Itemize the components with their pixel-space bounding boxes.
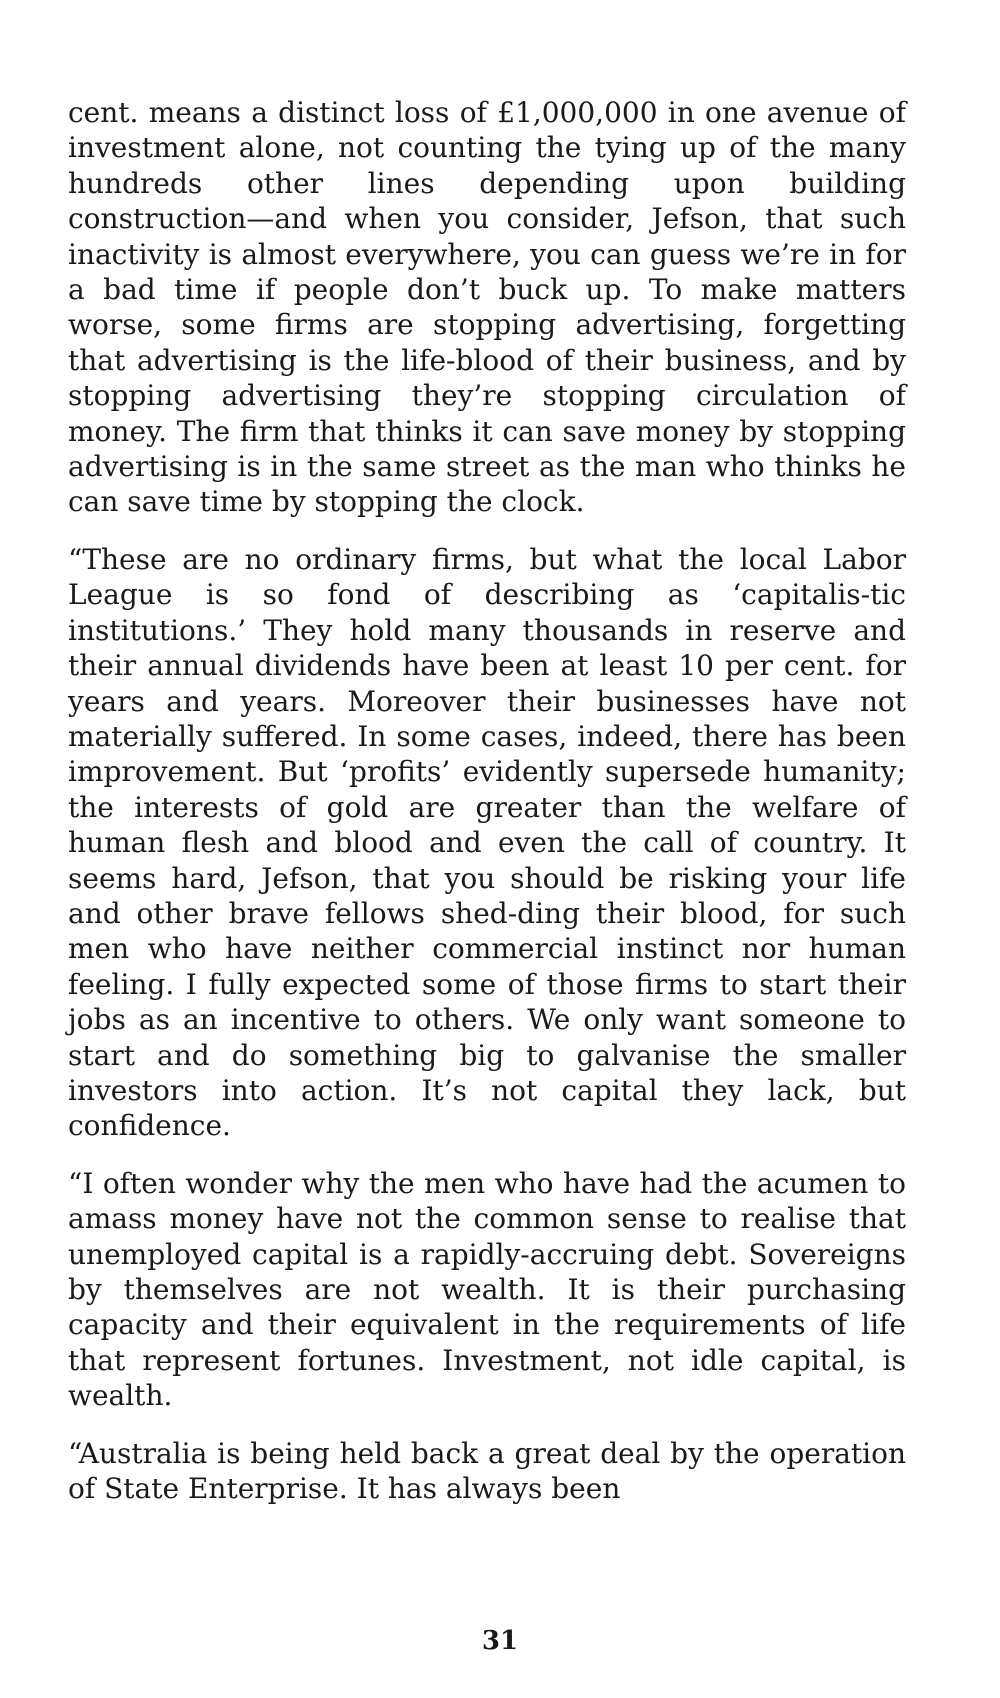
paragraph-4: “Australia is being held back a great deal by the operation of State Enterprise. It has always been bbox=[68, 1436, 906, 1506]
paragraph-1: cent. means a distinct loss of £1,000,000 in one avenue of investment alone, not counting the tying up of the many hundreds other lines depending upon building construction—and when you consider, Jefson, that such inactivity is almost everywhere, you can guess we’re in for a bad time if people don’t buck up. To make matters worse, some firms are stopping advertising, forgetting that advertising is the life-blood of their business, and by stopping advertising they’re stopping circulation of money. The firm that thinks it can save money by stopping advertising is in the same street as the man who thinks he can save time by stopping the clock. bbox=[68, 96, 906, 519]
paragraph-2: “These are no ordinary firms, but what the local Labor League is so fond of describing as ‘capitalis-tic institutions.’ They hold many thousands in reserve and their annual dividends have been at least 10 per cent. for years and years. Moreover their businesses have not materially suffered. In some cases, indeed, there has been improvement. But ‘profits’ evidently supersede humanity; the interests of gold are greater than the welfare of human flesh and blood and even the call of country. It seems hard, Jefson, that you should be risking your life and other brave fellows shed-ding their blood, for such men who have neither commercial instinct nor human feeling. I fully expected some of those firms to start their jobs as an incentive to others. We only want someone to start and do something big to galvanise the smaller investors into action. It’s not capital they lack, but confidence. bbox=[68, 542, 906, 1143]
paragraph-3: “I often wonder why the men who have had the acumen to amass money have not the common sense to realise that unemployed capital is a rapidly-accruing debt. Sovereigns by themselves are not wealth. It is their purchasing capacity and their equivalent in the requirements of life that represent fortunes. Investment, not idle capital, is wealth. bbox=[68, 1166, 906, 1413]
page-number: 31 bbox=[481, 1626, 519, 1656]
body-text bbox=[68, 95, 906, 1506]
